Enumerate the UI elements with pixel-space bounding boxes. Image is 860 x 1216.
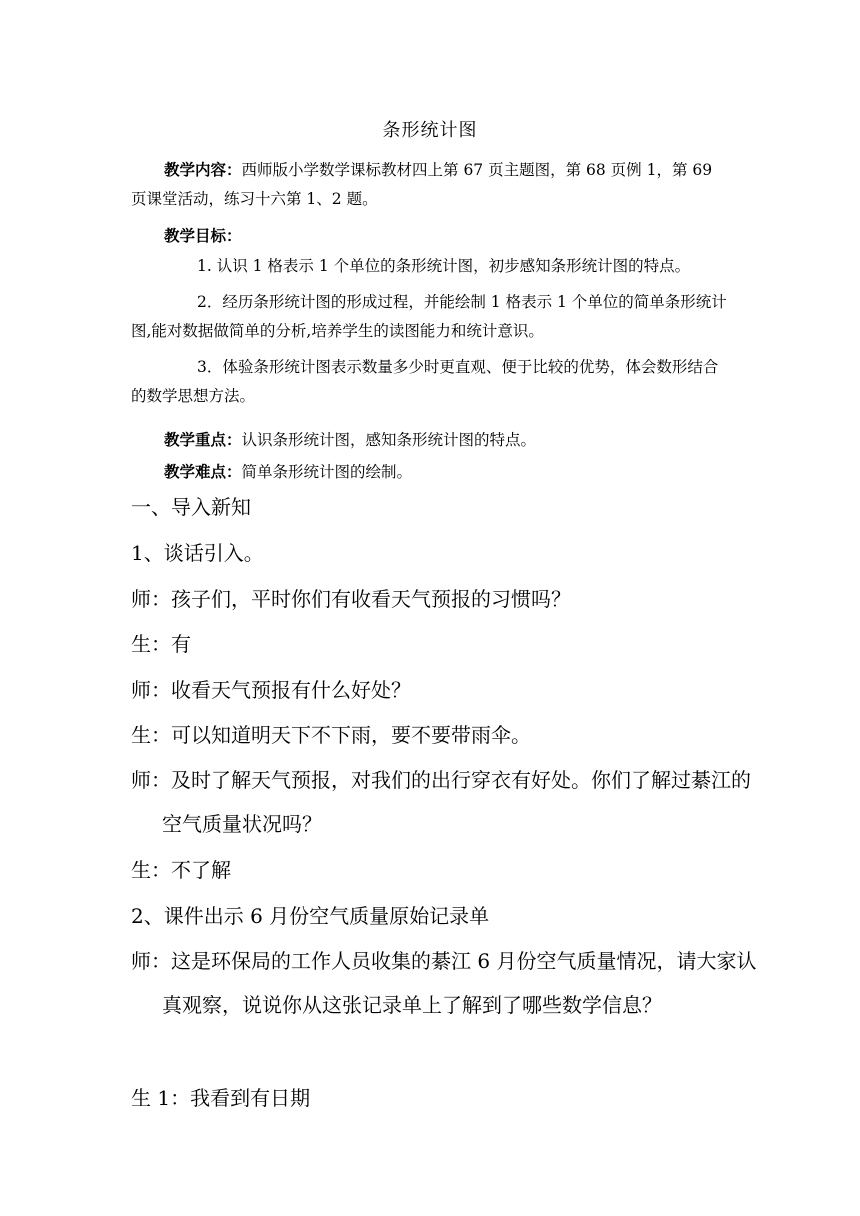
dialogue-line: 师：孩子们，平时你们有收看天气预报的习惯吗？ bbox=[131, 587, 571, 611]
difficulty-label: 教学难点： bbox=[164, 462, 242, 481]
dialogue-line: 师：及时了解天气预报，对我们的出行穿衣有好处。你们了解过綦江的空气质量状况吗？ bbox=[131, 768, 751, 836]
dialogue-line: 生：不了解 bbox=[131, 858, 231, 882]
objective-item: 2．经历条形统计图的形成过程，并能绘制 1 格表示 1 个单位的简单条形统计图,能对数据做简单的分析,培养学生的读图能力和统计意识。 bbox=[131, 293, 727, 340]
teaching-content bbox=[131, 155, 730, 214]
teaching-objectives-label: 教学目标： bbox=[164, 226, 242, 245]
dialogue-line: 生 1：我看到有日期 bbox=[131, 1086, 311, 1110]
dialogue-line: 师：这是环保局的工作人员收集的綦江 6 月份空气质量情况，请大家认真观察，说说你从这张记录单上了解到了哪些数学信息？ bbox=[131, 949, 757, 1017]
teaching-difficulty bbox=[131, 457, 730, 487]
section-heading: 一、导入新知 bbox=[131, 495, 251, 519]
teaching-key-point bbox=[131, 425, 730, 455]
dialogue-line: 师：收看天气预报有什么好处？ bbox=[131, 678, 411, 702]
teaching-content-label: 教学内容： bbox=[164, 160, 242, 179]
body-line: 2、课件出示 6 月份空气质量原始记录单 bbox=[131, 904, 490, 928]
key-point-text: 认识条形统计图，感知条形统计图的特点。 bbox=[241, 431, 537, 449]
dialogue-line: 生：可以知道明天下不下雨，要不要带雨伞。 bbox=[131, 723, 531, 747]
difficulty-text: 简单条形统计图的绘制。 bbox=[241, 463, 413, 481]
teaching-content-text: 西师版小学数学课标教材四上第 67 页主题图，第 68 页例 1，第 69 页课堂活动，练习十六第 1、2 题。 bbox=[131, 161, 713, 208]
objective-item: 3．体验条形统计图表示数量多少时更直观、便于比较的优势，体会数形结合的数学思想方法。 bbox=[131, 358, 719, 405]
page-title: 条形统计图 bbox=[382, 120, 478, 141]
dialogue-line: 生：有 bbox=[131, 632, 191, 656]
objective-item: 1. 认识 1 格表示 1 个单位的条形统计图，初步感知条形统计图的特点。 bbox=[197, 257, 691, 275]
key-point-label: 教学重点： bbox=[164, 430, 242, 449]
body-line: 1、谈话引入。 bbox=[131, 541, 264, 565]
